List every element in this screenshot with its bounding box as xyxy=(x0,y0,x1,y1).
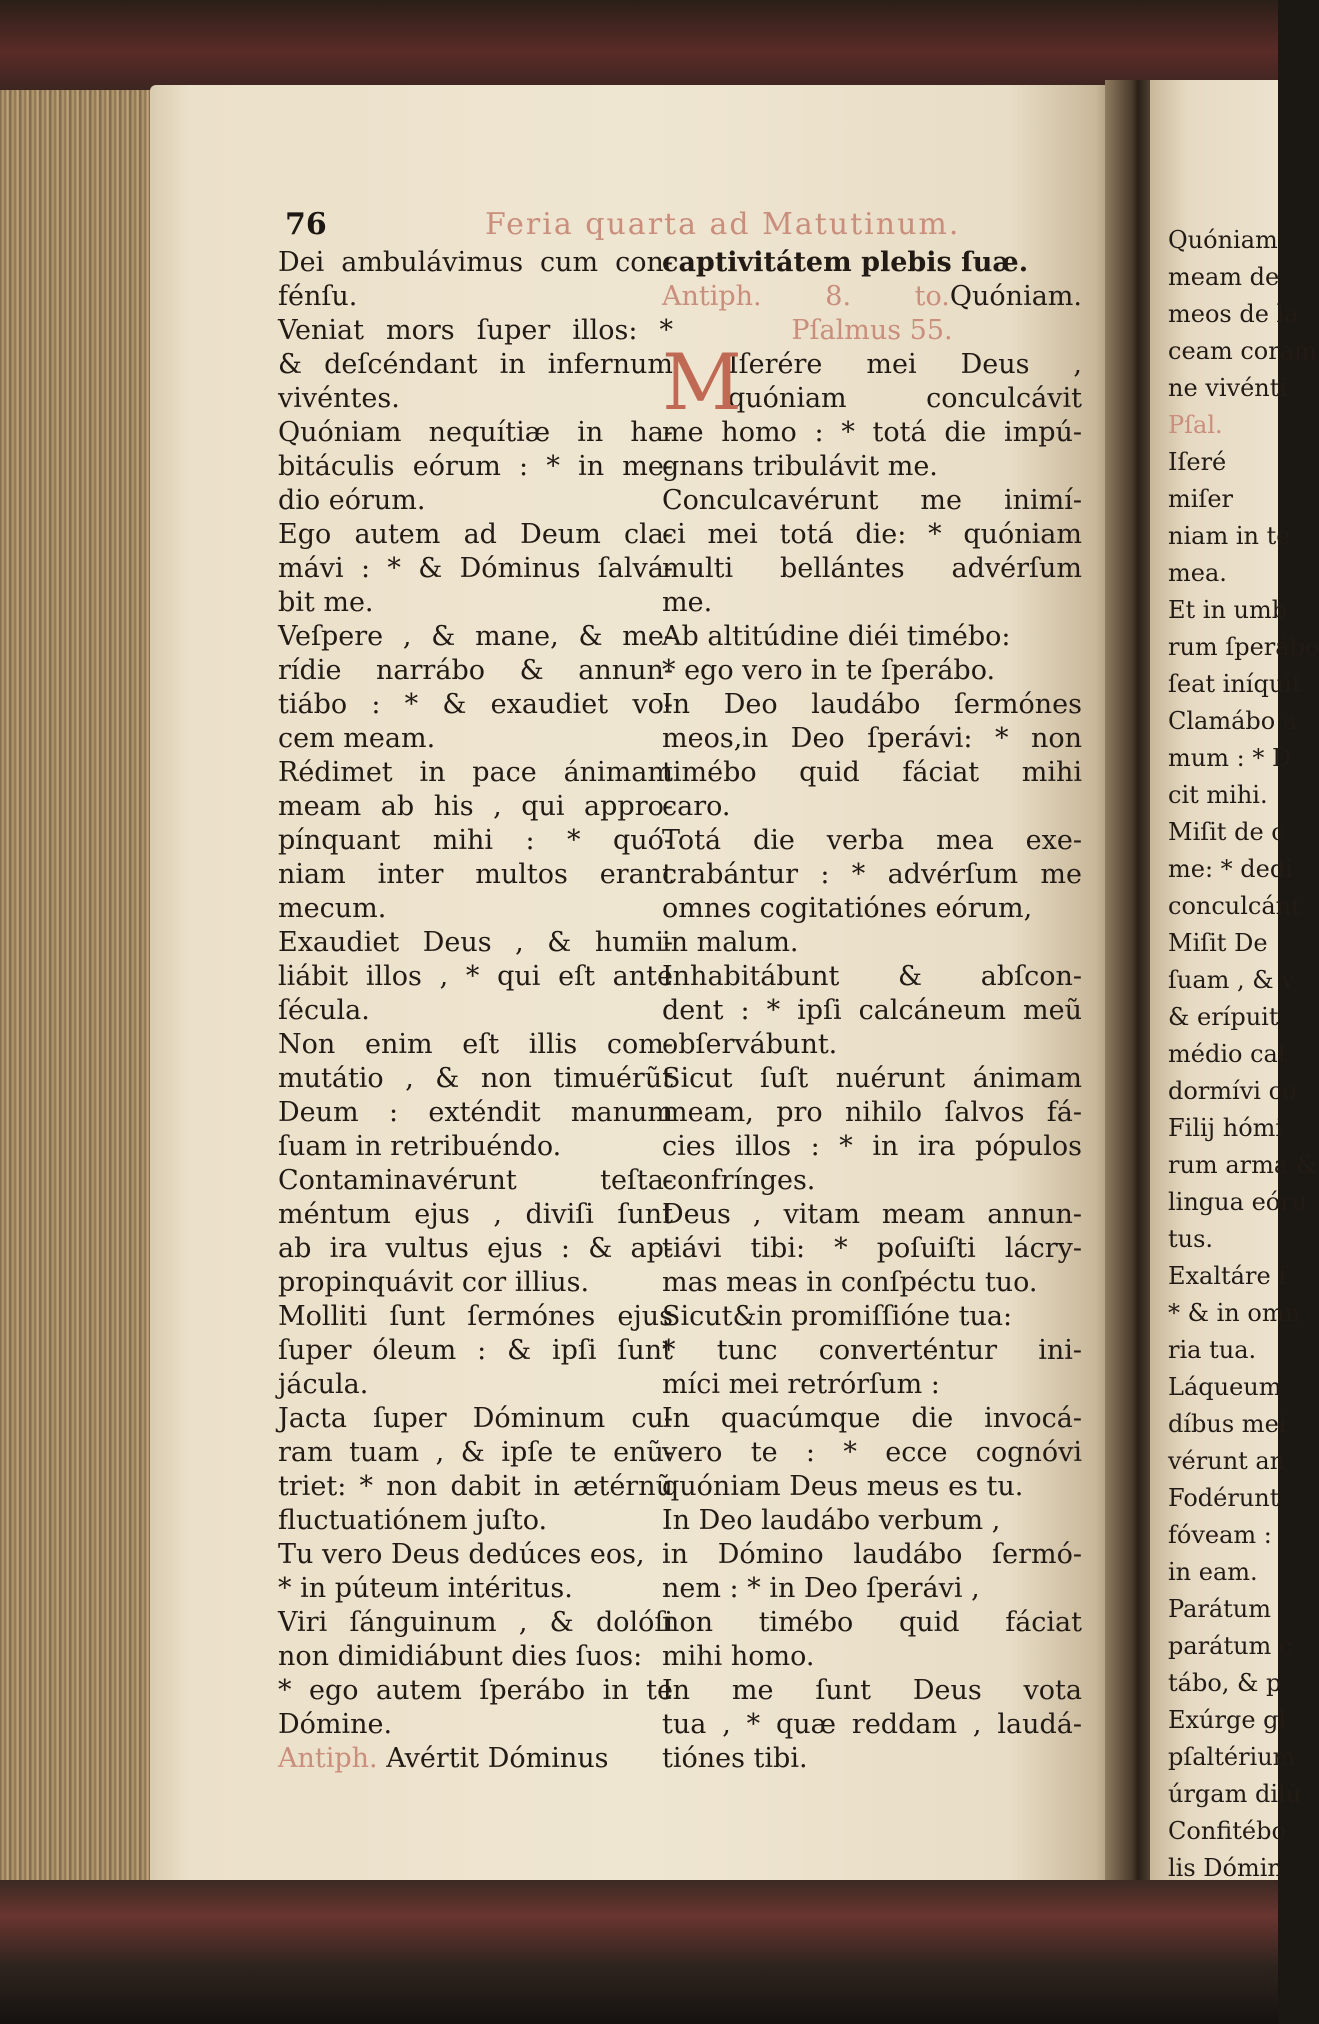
verse-line: ſécula. xyxy=(278,995,370,1026)
verse-line: pínquant mihi : * quó- xyxy=(278,825,673,856)
verse-line: meos,in Deo ſperávi: * non xyxy=(662,723,1082,754)
verse-line: bit me. xyxy=(278,587,374,618)
verse-line: Sicut&in promiſſióne tua: xyxy=(662,1301,1013,1332)
opening-line-2: quóniam conculcávit xyxy=(728,383,1082,414)
mid-column-lines xyxy=(662,416,1082,1776)
fragment-line: vérunt an xyxy=(1168,1447,1286,1475)
verse-line: fluctuatiónem juſto. xyxy=(278,1505,548,1536)
verse-line: In me ſunt Deus vota xyxy=(662,1675,1082,1706)
verse-line: ſuper óleum : & ipſi ſunt xyxy=(278,1335,673,1366)
left-antiphon xyxy=(278,1742,673,1776)
fragment-line: Exúrge gl xyxy=(1168,1706,1287,1734)
verse-line: Molliti ſunt ſermónes ejus xyxy=(278,1301,673,1332)
verse-line: Deum : exténdit manum xyxy=(278,1097,673,1128)
antiphon-label: Antiph. xyxy=(278,1743,378,1774)
page-edges xyxy=(0,90,165,1940)
verse-line: nem : * in Deo ſperávi , xyxy=(662,1573,980,1604)
verse-line: Inhabitábunt & abſcon- xyxy=(662,961,1082,992)
fragment-line: in eam. xyxy=(1168,1558,1258,1586)
verse-line: triet: * non dabit in ætérnũ xyxy=(278,1471,673,1502)
verse-line: méntum ejus , diviſi ſunt xyxy=(278,1199,673,1230)
verse-line: timébo quid fáciat mihi xyxy=(662,757,1082,788)
verse-line: * tunc converténtur ini- xyxy=(662,1335,1082,1366)
mid-antiphon xyxy=(662,280,1082,314)
verse-line: * ego vero in te ſperábo. xyxy=(662,655,996,686)
verse-line: Jacta ſuper Dóminum cu- xyxy=(278,1403,673,1434)
verse-line: Exaudiet Deus , & humi- xyxy=(278,927,673,958)
fragment-line: Pſal. xyxy=(1168,411,1223,439)
verse-line: Contaminavérunt teſta- xyxy=(278,1165,673,1196)
verse-line: ſuam in retribuéndo. xyxy=(278,1131,562,1162)
running-title: Feria quarta ad Matutinum. xyxy=(485,207,961,242)
fragment-line: ne vivénti xyxy=(1168,374,1288,402)
fragment-line: niam in te xyxy=(1168,522,1291,550)
fragment-line: tus. xyxy=(1168,1225,1214,1253)
verse-line: mávi : * & Dóminus ſalvá- xyxy=(278,553,673,584)
fragment-line: úrgam dilú xyxy=(1168,1780,1302,1808)
fragment-line: médio cat xyxy=(1168,1040,1288,1068)
verse-line: crabántur : * advérſum me xyxy=(662,859,1082,890)
verse-line: mihi homo. xyxy=(662,1641,815,1672)
verse-line: in Dómino laudábo ſermó- xyxy=(662,1539,1082,1570)
fragment-line: Parátum xyxy=(1168,1595,1272,1623)
fragment-line: dormívi co xyxy=(1168,1077,1297,1105)
verse-line: * ego autem ſperábo in te xyxy=(278,1675,673,1706)
verse-line: mas meas in conſpéctu tuo. xyxy=(662,1267,1038,1298)
fragment-line: meos de la xyxy=(1168,300,1299,328)
verse-line: ci mei totá die: * quóniam xyxy=(662,519,1082,550)
verse-line: * in púteum intéritus. xyxy=(278,1573,573,1604)
binding-bottom xyxy=(0,1880,1278,2024)
verse-line: In quacúmque die invocá- xyxy=(662,1403,1082,1434)
fragment-line: & erípuit xyxy=(1168,1003,1279,1031)
antiphon-text: Avértit Dóminus xyxy=(386,1743,609,1774)
verse-line: mutátio , & non timuérũt xyxy=(278,1063,673,1094)
verse-line: omnes cogitatiónes eórum, xyxy=(662,893,1033,924)
verse-line: Totá die verba mea exe- xyxy=(662,825,1082,856)
verse-line: In Deo laudábo verbum , xyxy=(662,1505,1001,1536)
verse-line: meam, pro nihilo ſalvos fá- xyxy=(662,1097,1082,1128)
fragment-line: me: * dedi xyxy=(1168,855,1293,883)
opening-line-1: Iſerére mei Deus , xyxy=(728,349,1082,380)
verse-line: Ego autem ad Deum cla- xyxy=(278,519,673,550)
verse-line: ram tuam , & ipſe te enũ- xyxy=(278,1437,673,1468)
verse-line: mecum. xyxy=(278,893,387,924)
right-page-fragment xyxy=(1168,222,1319,1887)
mid-top-line: captivitátem plebis ſuæ. xyxy=(662,247,1029,278)
verse-line: tiávi tibi: * poſuiſti lácry- xyxy=(662,1233,1082,1264)
fragment-line: díbus mei xyxy=(1168,1410,1287,1438)
verse-line: Quóniam nequítiæ in ha- xyxy=(278,417,673,448)
verse-line: me homo : * totá die impú- xyxy=(662,417,1082,448)
fragment-line: mum : * D xyxy=(1168,744,1292,772)
verse-line: tua , * quæ reddam , laudá- xyxy=(662,1709,1082,1740)
verse-line: Tu vero Deus dedúces eos, xyxy=(278,1539,645,1570)
verse-line: Conculcavérunt me inimí- xyxy=(662,485,1082,516)
fragment-line: Clamábo a xyxy=(1168,707,1298,735)
verse-line: & deſcéndant in infernum xyxy=(278,349,673,380)
fragment-line: ſeat iníquit xyxy=(1168,670,1302,698)
verse-line: obſervábunt. xyxy=(662,1029,838,1060)
verse-line: vivéntes. xyxy=(278,383,400,414)
fragment-line: miſer xyxy=(1168,485,1233,513)
verse-line: niam inter multos erant xyxy=(278,859,673,890)
verse-line: me. xyxy=(662,587,713,618)
fragment-line: Exaltáre ſ xyxy=(1168,1262,1288,1290)
mid-antiphon-label: Antiph. 8. to. xyxy=(662,281,950,312)
verse-line: Deus , vitam meam annun- xyxy=(662,1199,1082,1230)
fragment-line: ria tua. xyxy=(1168,1336,1257,1364)
fragment-line: Láqueum xyxy=(1168,1373,1282,1401)
fragment-line: tábo, & p xyxy=(1168,1669,1282,1697)
verse-line: dent : * ipſi calcáneum meũ xyxy=(662,995,1082,1026)
fragment-line: Confitébo xyxy=(1168,1817,1286,1845)
left-column xyxy=(278,246,673,1776)
verse-line: dio eórum. xyxy=(278,485,426,516)
drop-capital: M xyxy=(662,338,742,428)
verse-line: fénſu. xyxy=(278,281,358,312)
psalm-heading: Pſalmus 55. xyxy=(791,315,953,346)
fragment-line: ſuam , & v xyxy=(1168,966,1295,994)
verse-line: jácula. xyxy=(278,1369,369,1400)
fragment-line: Fodérunt xyxy=(1168,1484,1280,1512)
fragment-line: fóveam : xyxy=(1168,1521,1272,1549)
verse-line: in malum. xyxy=(662,927,799,958)
fragment-line: * & in omn xyxy=(1168,1299,1301,1327)
running-head xyxy=(285,207,1105,247)
fragment-line: rum ſperábo xyxy=(1168,633,1319,661)
verse-line: liábit illos , * qui eſt ante xyxy=(278,961,673,992)
verse-line: tiónes tibi. xyxy=(662,1743,808,1774)
verse-line: míci mei retrórſum : xyxy=(662,1369,940,1400)
verse-line: propinquávit cor illius. xyxy=(278,1267,590,1298)
fragment-line: ceam coram xyxy=(1168,337,1317,365)
verse-line: Veniat mors ſuper illos: * xyxy=(278,315,673,346)
mid-antiphon-text: Quóniam. xyxy=(949,281,1082,312)
verse-line: bitáculis eórum : * in me- xyxy=(278,451,673,482)
verse-line: non dimidiábunt dies ſuos: xyxy=(278,1641,643,1672)
psalm-opening xyxy=(662,338,1082,428)
middle-column xyxy=(662,246,1082,1776)
page-number: 76 xyxy=(285,207,327,242)
fragment-line: pſaltérium xyxy=(1168,1743,1296,1771)
verse-line: caro. xyxy=(662,791,731,822)
verse-line: non timébo quid fáciat xyxy=(662,1607,1082,1638)
fragment-line: Et in umb xyxy=(1168,596,1288,624)
verse-line: gnans tribulávit me. xyxy=(662,451,938,482)
verse-line: quóniam Deus meus es tu. xyxy=(662,1471,1024,1502)
fragment-line: cit mihi. xyxy=(1168,781,1268,809)
verse-line: Dei ambulávimus cum con- xyxy=(278,247,673,278)
fragment-line: parátum c xyxy=(1168,1632,1293,1660)
fragment-line: rum arma & xyxy=(1168,1151,1318,1179)
fragment-line: Miſit De xyxy=(1168,929,1268,957)
left-column-lines xyxy=(278,246,673,1742)
verse-line: In Deo laudábo ſermónes xyxy=(662,689,1082,720)
verse-line: Dómine. xyxy=(278,1709,393,1740)
verse-line: multi bellántes advérſum xyxy=(662,553,1082,584)
verse-line: rídie narrábo & annun- xyxy=(278,655,673,686)
verse-line: cies illos : * in ira pópulos xyxy=(662,1131,1082,1162)
right-fragment-lines xyxy=(1168,222,1319,1887)
fragment-line: Quóniam xyxy=(1168,226,1278,254)
verse-line: Rédimet in pace ánimam xyxy=(278,757,673,788)
verse-line: Sicut ſuſt nuérunt ánimam xyxy=(662,1063,1082,1094)
fragment-line: mea. xyxy=(1168,559,1227,587)
fragment-line: lingua eóru xyxy=(1168,1188,1308,1216)
fragment-line: meam de xyxy=(1168,263,1280,291)
verse-line: cem meam. xyxy=(278,723,436,754)
verse-line: tiábo : * & exaudiet vo- xyxy=(278,689,673,720)
fragment-line: lis Dómin xyxy=(1168,1854,1283,1882)
fragment-line: Iſeré xyxy=(1168,448,1227,476)
verse-line: Veſpere , & mane, & me- xyxy=(278,621,673,652)
fragment-line: Miſit de c xyxy=(1168,818,1285,846)
verse-line: ab ira vultus ejus : & ap- xyxy=(278,1233,673,1264)
verse-line: Viri ſánguinum , & dolóſi xyxy=(278,1607,673,1638)
verse-line: confrínges. xyxy=(662,1165,816,1196)
fragment-line: Filij hómi xyxy=(1168,1114,1284,1142)
verse-line: vero te : * ecce cognóvi xyxy=(662,1437,1082,1468)
fragment-line: conculcánt xyxy=(1168,892,1301,920)
verse-line: Ab altitúdine diéi timébo: xyxy=(662,621,1011,652)
verse-line: meam ab his , qui appro- xyxy=(278,791,673,822)
verse-line: Non enim eſt illis com- xyxy=(278,1029,673,1060)
